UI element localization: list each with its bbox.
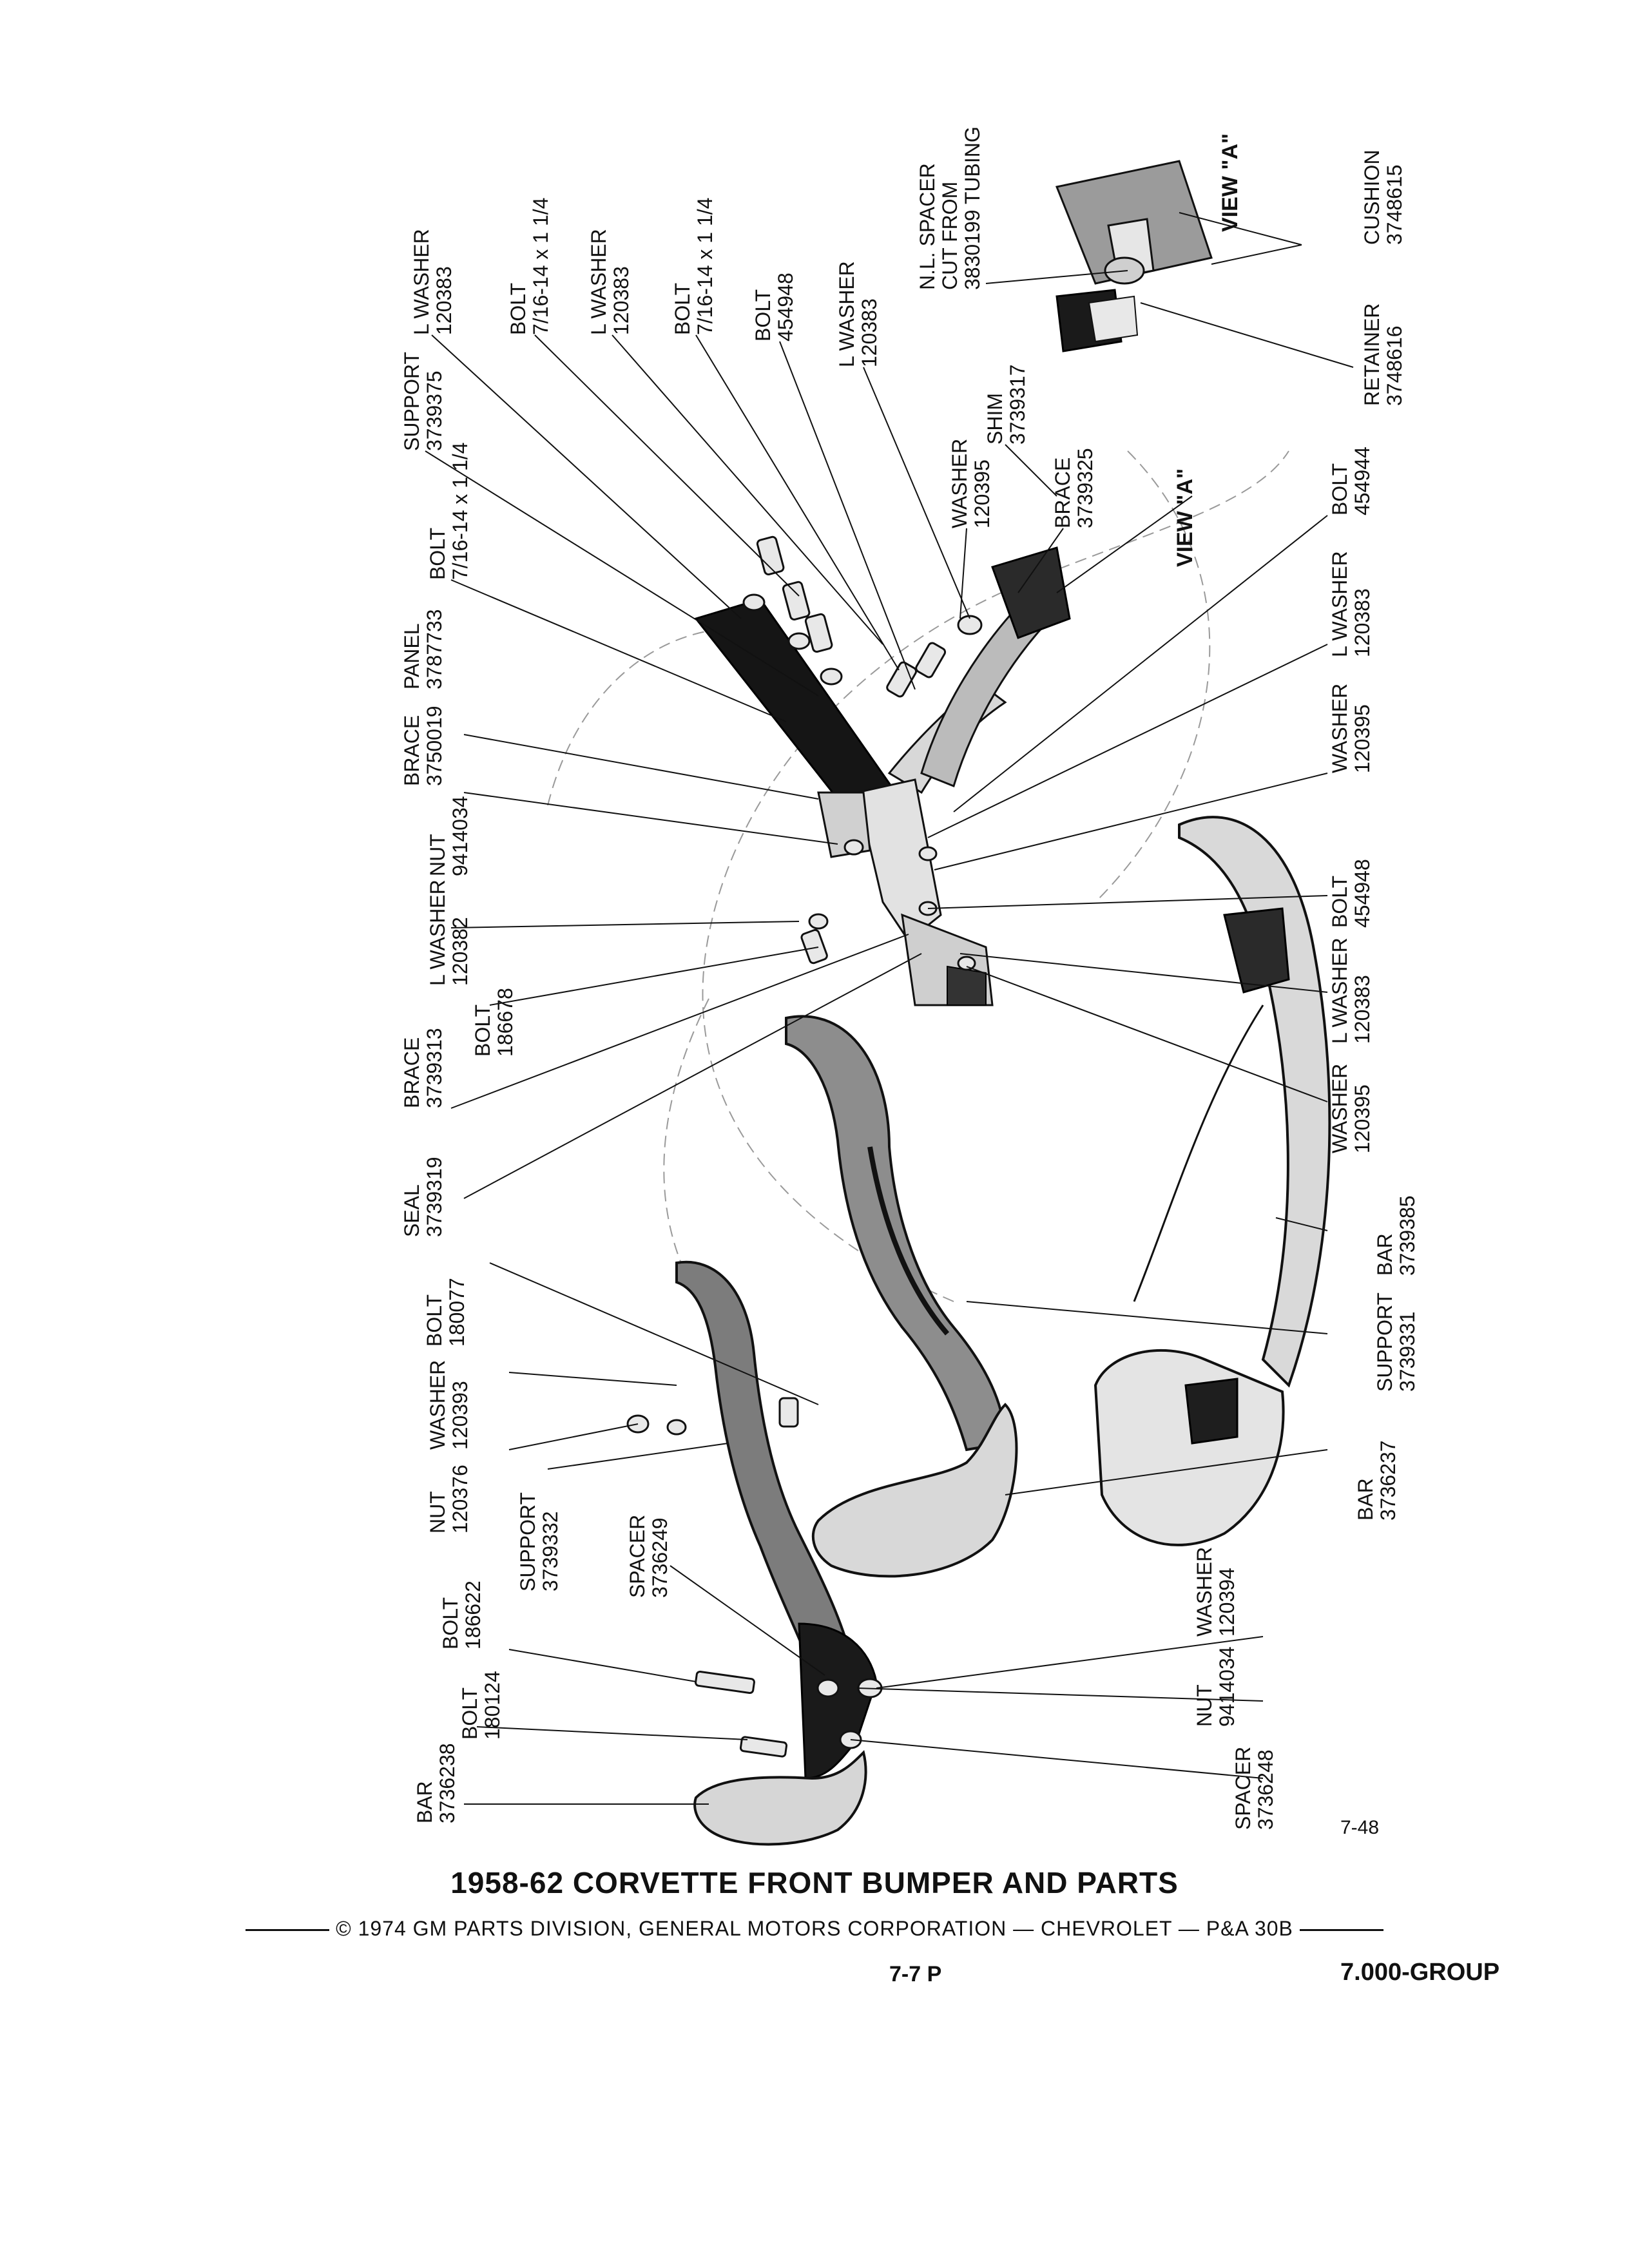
copyright-rule-left bbox=[246, 1929, 329, 1931]
upper-support-bracket bbox=[696, 548, 1070, 1005]
callout-part: 120383 bbox=[858, 298, 881, 367]
callout-part: 454948 bbox=[1351, 859, 1374, 928]
callout-part: 180124 bbox=[481, 1671, 504, 1740]
callout-part: 3739319 bbox=[423, 1157, 446, 1237]
callout-part: 120395 bbox=[1351, 704, 1374, 773]
callout-name: BOLT bbox=[458, 1687, 481, 1740]
callout-part: 3739325 bbox=[1074, 448, 1097, 528]
group-label bbox=[1340, 1959, 1598, 1986]
callout-part: 120383 bbox=[1351, 975, 1374, 1044]
callout-name: RETAINER bbox=[1360, 303, 1383, 406]
callout-part: 120383 bbox=[432, 266, 456, 335]
callout-part: CUT FROM bbox=[938, 181, 961, 290]
callout-name: L WASHER bbox=[587, 229, 610, 335]
callout-part: 120395 bbox=[1351, 1084, 1374, 1153]
callout-part: 120383 bbox=[1351, 588, 1374, 657]
callout-name: SUPPORT bbox=[400, 351, 423, 451]
callout-part: 120376 bbox=[448, 1465, 472, 1533]
page-number-text: 7-7 P bbox=[889, 1962, 942, 1986]
callout-name: BRACE bbox=[400, 1037, 423, 1108]
callout-part: 186622 bbox=[461, 1581, 485, 1649]
callout-name: WASHER bbox=[1328, 683, 1351, 773]
callout-name: SHIM bbox=[983, 393, 1007, 445]
callout-name: L WASHER bbox=[1328, 937, 1351, 1044]
callout-name: L WASHER bbox=[410, 229, 433, 335]
group-label-text: 7.000-GROUP bbox=[1340, 1959, 1500, 1986]
callout-name: L WASHER bbox=[835, 261, 858, 367]
view-a-inset-label: VIEW "A" bbox=[1218, 133, 1242, 232]
copyright-text: © 1974 GM PARTS DIVISION, GENERAL MOTORS CORPORATION — CHEVROLET — P&A 30B bbox=[336, 1917, 1293, 1940]
callout-part: 3739331 bbox=[1396, 1311, 1419, 1392]
callout-name: BOLT bbox=[1328, 875, 1351, 928]
callout-name: NUT bbox=[426, 1491, 449, 1533]
callout-part: 3736248 bbox=[1254, 1749, 1277, 1830]
callout-name: WASHER bbox=[426, 1360, 449, 1450]
callout-part: 120382 bbox=[448, 917, 472, 986]
callout-name: 3830199 TUBING bbox=[961, 126, 984, 290]
callout-part: 3736238 bbox=[436, 1743, 459, 1823]
callout-name: BOLT bbox=[439, 1597, 462, 1649]
callout-name: SEAL bbox=[400, 1184, 423, 1237]
callout-name: WASHER bbox=[948, 438, 971, 528]
callout-part: 120394 bbox=[1215, 1568, 1239, 1637]
view-a-label: VIEW "A" bbox=[1173, 468, 1197, 567]
callout-name: BOLT bbox=[423, 1294, 446, 1347]
callout-name: BOLT bbox=[1328, 463, 1351, 515]
callout-name: BOLT bbox=[471, 1004, 494, 1057]
page-title: 1958-62 CORVETTE FRONT BUMPER AND PARTS bbox=[450, 1866, 1179, 1899]
callout-name: PANEL bbox=[400, 623, 423, 689]
figure-number: 7-48 bbox=[1340, 1817, 1380, 1838]
callout-name: CUSHION bbox=[1360, 149, 1383, 245]
callout-name: BAR bbox=[1373, 1233, 1396, 1276]
callout-part: 3750019 bbox=[423, 706, 446, 786]
callout-name: BRACE bbox=[400, 715, 423, 786]
callout-name: WASHER bbox=[1328, 1063, 1351, 1153]
callout-name: NUT bbox=[426, 834, 449, 876]
center-support-arm bbox=[786, 1016, 1005, 1450]
view-a-inset bbox=[1057, 161, 1211, 351]
callout-name: BOLT bbox=[506, 282, 530, 335]
callout-part: 3736237 bbox=[1376, 1440, 1400, 1521]
callout-name: BAR bbox=[1354, 1478, 1377, 1521]
right-bumper-bar bbox=[1095, 817, 1329, 1545]
callout-name: BOLT bbox=[751, 289, 775, 341]
callout-name: NUT bbox=[1193, 1684, 1216, 1727]
callout-part: 3787733 bbox=[423, 609, 446, 689]
callout-part: 3739313 bbox=[423, 1028, 446, 1108]
callout-name: SUPPORT bbox=[516, 1492, 539, 1591]
copyright-line bbox=[0, 1917, 1629, 1941]
callout-part: 3739317 bbox=[1006, 364, 1029, 445]
callout-part: 7/16-14 x 1 1/4 bbox=[448, 442, 472, 580]
callout-part: 120383 bbox=[610, 266, 633, 335]
callout-part: 454948 bbox=[774, 273, 797, 341]
callout-name: SUPPORT bbox=[1373, 1292, 1396, 1392]
copyright-rule-right bbox=[1300, 1929, 1383, 1931]
callout-name: L WASHER bbox=[1328, 551, 1351, 657]
callout-part: 7/16-14 x 1 1/4 bbox=[529, 197, 552, 335]
callout-part: 7/16-14 x 1 1/4 bbox=[693, 197, 717, 335]
callout-part: 180077 bbox=[445, 1278, 468, 1347]
callout-part: 3736249 bbox=[648, 1517, 671, 1598]
callout-part: 9414034 bbox=[1215, 1646, 1239, 1727]
callout-name: BRACE bbox=[1051, 457, 1074, 528]
callout-part: 3739332 bbox=[539, 1511, 562, 1591]
callout-part: 9414034 bbox=[448, 796, 472, 876]
callout-part: 120395 bbox=[970, 459, 994, 528]
callout-name: BOLT bbox=[671, 282, 694, 335]
callout-name: WASHER bbox=[1193, 1546, 1216, 1637]
callout-name: BOLT bbox=[426, 527, 449, 580]
page-number bbox=[889, 1962, 1083, 1987]
callout-name: SPACER bbox=[626, 1514, 649, 1598]
callout-name: SPACER bbox=[1231, 1746, 1255, 1830]
callout-part: 454944 bbox=[1351, 447, 1374, 515]
callout-name: N.L. SPACER bbox=[916, 163, 939, 290]
left-bar bbox=[695, 1753, 865, 1845]
callout-part: 3748616 bbox=[1383, 325, 1406, 406]
callout-part: 3739385 bbox=[1396, 1195, 1419, 1276]
callout-part: 3748615 bbox=[1383, 164, 1406, 245]
callout-name: L WASHER bbox=[426, 879, 449, 986]
callout-part: 3739375 bbox=[423, 370, 446, 451]
callout-part: 120393 bbox=[448, 1381, 472, 1450]
callout-name: BAR bbox=[413, 1781, 436, 1823]
callout-part: 186678 bbox=[494, 988, 517, 1057]
